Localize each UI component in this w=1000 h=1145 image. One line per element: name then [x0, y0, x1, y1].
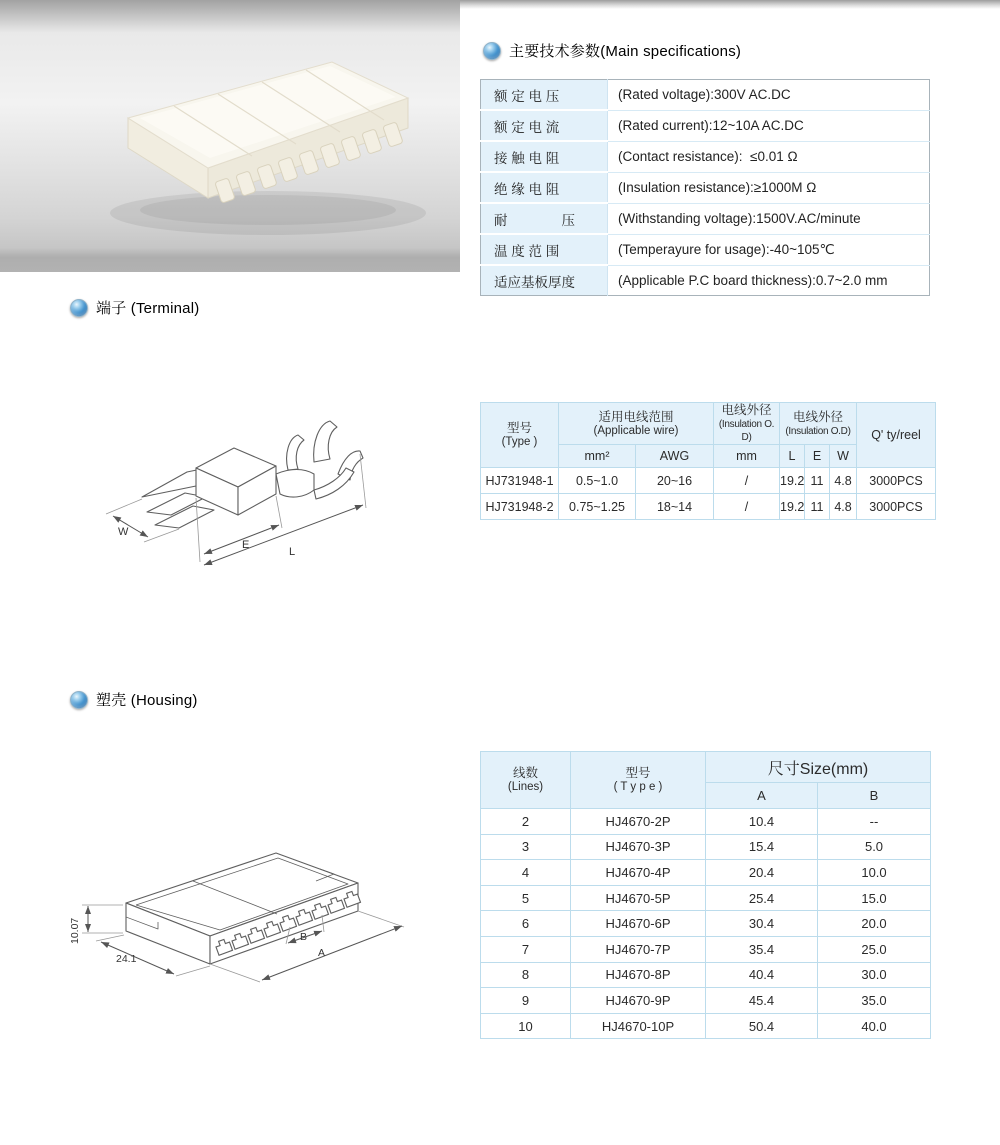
spec-value: (Rated voltage):300V AC.DC: [608, 80, 930, 111]
table-cell: 15.0: [818, 885, 931, 911]
housing-data-row: [481, 988, 931, 1014]
table-cell: 35.4: [706, 936, 818, 962]
table-cell: 5.0: [818, 834, 931, 860]
connector-photo-image: [0, 0, 460, 272]
spec-label: 适应基板厚度: [481, 265, 608, 296]
table-cell: HJ4670-5P: [571, 885, 706, 911]
table-cell: HJ4670-2P: [571, 809, 706, 835]
table-cell: 20.4: [706, 860, 818, 886]
table-cell: 8: [481, 962, 571, 988]
terminal-outline: [142, 421, 363, 528]
header-cell-qty-reel: Q' ty/reel: [857, 403, 936, 468]
header-cell-type: 型号 (Type ): [481, 403, 559, 468]
table-cell: 45.4: [706, 988, 818, 1014]
terminal-table: [480, 402, 936, 520]
housing-table: [480, 751, 931, 1039]
table-cell: HJ4670-10P: [571, 1013, 706, 1039]
product-photo: [0, 0, 460, 272]
table-cell: 11: [805, 468, 830, 494]
table-cell: HJ4670-8P: [571, 962, 706, 988]
table-cell: 40.4: [706, 962, 818, 988]
table-cell: 0.75~1.25: [559, 494, 636, 520]
table-cell: 15.4: [706, 834, 818, 860]
terminal-section-title: 端子 (Terminal): [96, 300, 200, 317]
table-cell: 3000PCS: [857, 468, 936, 494]
bullet-sphere-icon: [70, 691, 88, 709]
header-cell-b: B: [818, 783, 931, 809]
spec-row: [481, 80, 930, 111]
header-cell-awg: AWG: [636, 445, 714, 468]
housing-data-row: [481, 809, 931, 835]
table-cell: HJ731948-1: [481, 468, 559, 494]
spec-row: [481, 203, 930, 234]
housing-dim-a-label: A: [318, 947, 326, 959]
table-cell: 20.0: [818, 911, 931, 937]
table-cell: 5: [481, 885, 571, 911]
table-cell: 10.0: [818, 860, 931, 886]
table-cell: 50.4: [706, 1013, 818, 1039]
housing-dimension-drawing: [58, 843, 436, 1015]
table-cell: 7: [481, 936, 571, 962]
table-cell: 40.0: [818, 1013, 931, 1039]
terminal-data-row: [481, 468, 936, 494]
table-cell: /: [714, 494, 780, 520]
header-cell-mm2: mm²: [559, 445, 636, 468]
spec-label: 接 触 电 阻: [481, 141, 608, 172]
table-cell: 25.0: [818, 936, 931, 962]
table-cell: 4.8: [830, 494, 857, 520]
specs-section-title: 主要技术参数(Main specifications): [509, 43, 742, 60]
table-cell: --: [818, 809, 931, 835]
spec-row: [481, 234, 930, 265]
header-cell-mm: mm: [714, 445, 780, 468]
spec-value: (Applicable P.C board thickness):0.7~2.0 mm: [618, 272, 888, 288]
table-cell: 19.2: [780, 468, 805, 494]
table-cell: HJ731948-2: [481, 494, 559, 520]
terminal-header-row: [481, 403, 936, 445]
housing-data-row: [481, 834, 931, 860]
terminal-dimension-drawing: [92, 402, 397, 577]
spec-value: (Contact resistance): ≤0.01 Ω: [608, 141, 930, 172]
housing-dim-height-label: 10.07: [69, 917, 81, 944]
housing-data-row: [481, 1013, 931, 1039]
table-cell: 3000PCS: [857, 494, 936, 520]
housing-data-row: [481, 885, 931, 911]
header-cell-e: E: [805, 445, 830, 468]
spec-value: (Withstanding voltage):1500V.AC/minute: [608, 203, 930, 234]
table-cell: 35.0: [818, 988, 931, 1014]
housing-header-row: [481, 752, 931, 783]
table-cell: 30.0: [818, 962, 931, 988]
housing-dim-b-label: B: [300, 931, 308, 943]
table-cell: HJ4670-7P: [571, 936, 706, 962]
table-cell: 18~14: [636, 494, 714, 520]
header-cell-w: W: [830, 445, 857, 468]
header-cell-a: A: [706, 783, 818, 809]
table-cell: 2: [481, 809, 571, 835]
table-cell: HJ4670-9P: [571, 988, 706, 1014]
header-cell-l: L: [780, 445, 805, 468]
housing-data-row: [481, 911, 931, 937]
header-cell-type: 型号 ( T y p e ): [571, 752, 706, 809]
header-cell-insulation-od-lew: 电线外径 (Insulation O.D): [780, 403, 857, 445]
spec-row: [481, 172, 930, 203]
table-cell: 6: [481, 911, 571, 937]
header-cell-size: 尺寸Size(mm): [706, 752, 931, 783]
table-cell: 30.4: [706, 911, 818, 937]
header-cell-insulation-od-mm: 电线外径 (Insulation O. D): [714, 403, 780, 445]
housing-data-row: [481, 936, 931, 962]
table-cell: /: [714, 468, 780, 494]
housing-section-title: 塑壳 (Housing): [96, 692, 198, 709]
spec-label: 额 定 电 流: [481, 110, 608, 141]
housing-data-row: [481, 962, 931, 988]
housing-data-row: [481, 860, 931, 886]
spec-label: 额 定 电 压: [481, 80, 608, 111]
table-cell: HJ4670-3P: [571, 834, 706, 860]
bullet-sphere-icon: [483, 42, 501, 60]
spec-value: (Rated current):12~10A AC.DC: [608, 110, 930, 141]
specs-section-header: [483, 40, 741, 61]
spec-row: [481, 141, 930, 172]
header-cell-applicable-wire: 适用电线范围 (Applicable wire): [559, 403, 714, 445]
terminal-dim-e-label: E: [242, 539, 250, 551]
table-cell: 19.2: [780, 494, 805, 520]
table-cell: 20~16: [636, 468, 714, 494]
bullet-sphere-icon: [70, 299, 88, 317]
table-cell: 9: [481, 988, 571, 1014]
table-cell: HJ4670-4P: [571, 860, 706, 886]
table-cell: 4: [481, 860, 571, 886]
spec-value: (Insulation resistance):≥1000M Ω: [608, 172, 930, 203]
terminal-data-row: [481, 494, 936, 520]
spec-label: 绝 缘 电 阻: [481, 172, 608, 203]
spec-row: [481, 110, 930, 141]
table-cell: 3: [481, 834, 571, 860]
terminal-section-header: [70, 297, 199, 318]
table-cell: HJ4670-6P: [571, 911, 706, 937]
spec-row: [481, 265, 930, 296]
table-cell: 10.4: [706, 809, 818, 835]
table-cell: 11: [805, 494, 830, 520]
table-cell: 4.8: [830, 468, 857, 494]
specifications-table: [480, 79, 930, 296]
header-cell-lines: 线数 (Lines): [481, 752, 571, 809]
spec-value: (Temperayure for usage):-40~105℃: [608, 234, 930, 265]
housing-dim-depth-label: 24.1: [116, 953, 137, 965]
housing-section-header: [70, 689, 198, 710]
terminal-dim-l-label: L: [289, 546, 296, 558]
table-cell: 10: [481, 1013, 571, 1039]
table-cell: 25.4: [706, 885, 818, 911]
table-cell: 0.5~1.0: [559, 468, 636, 494]
terminal-dim-w-label: W: [118, 526, 129, 538]
spec-label: 耐 压: [481, 203, 608, 234]
spec-label: 温 度 范 围: [481, 234, 608, 265]
